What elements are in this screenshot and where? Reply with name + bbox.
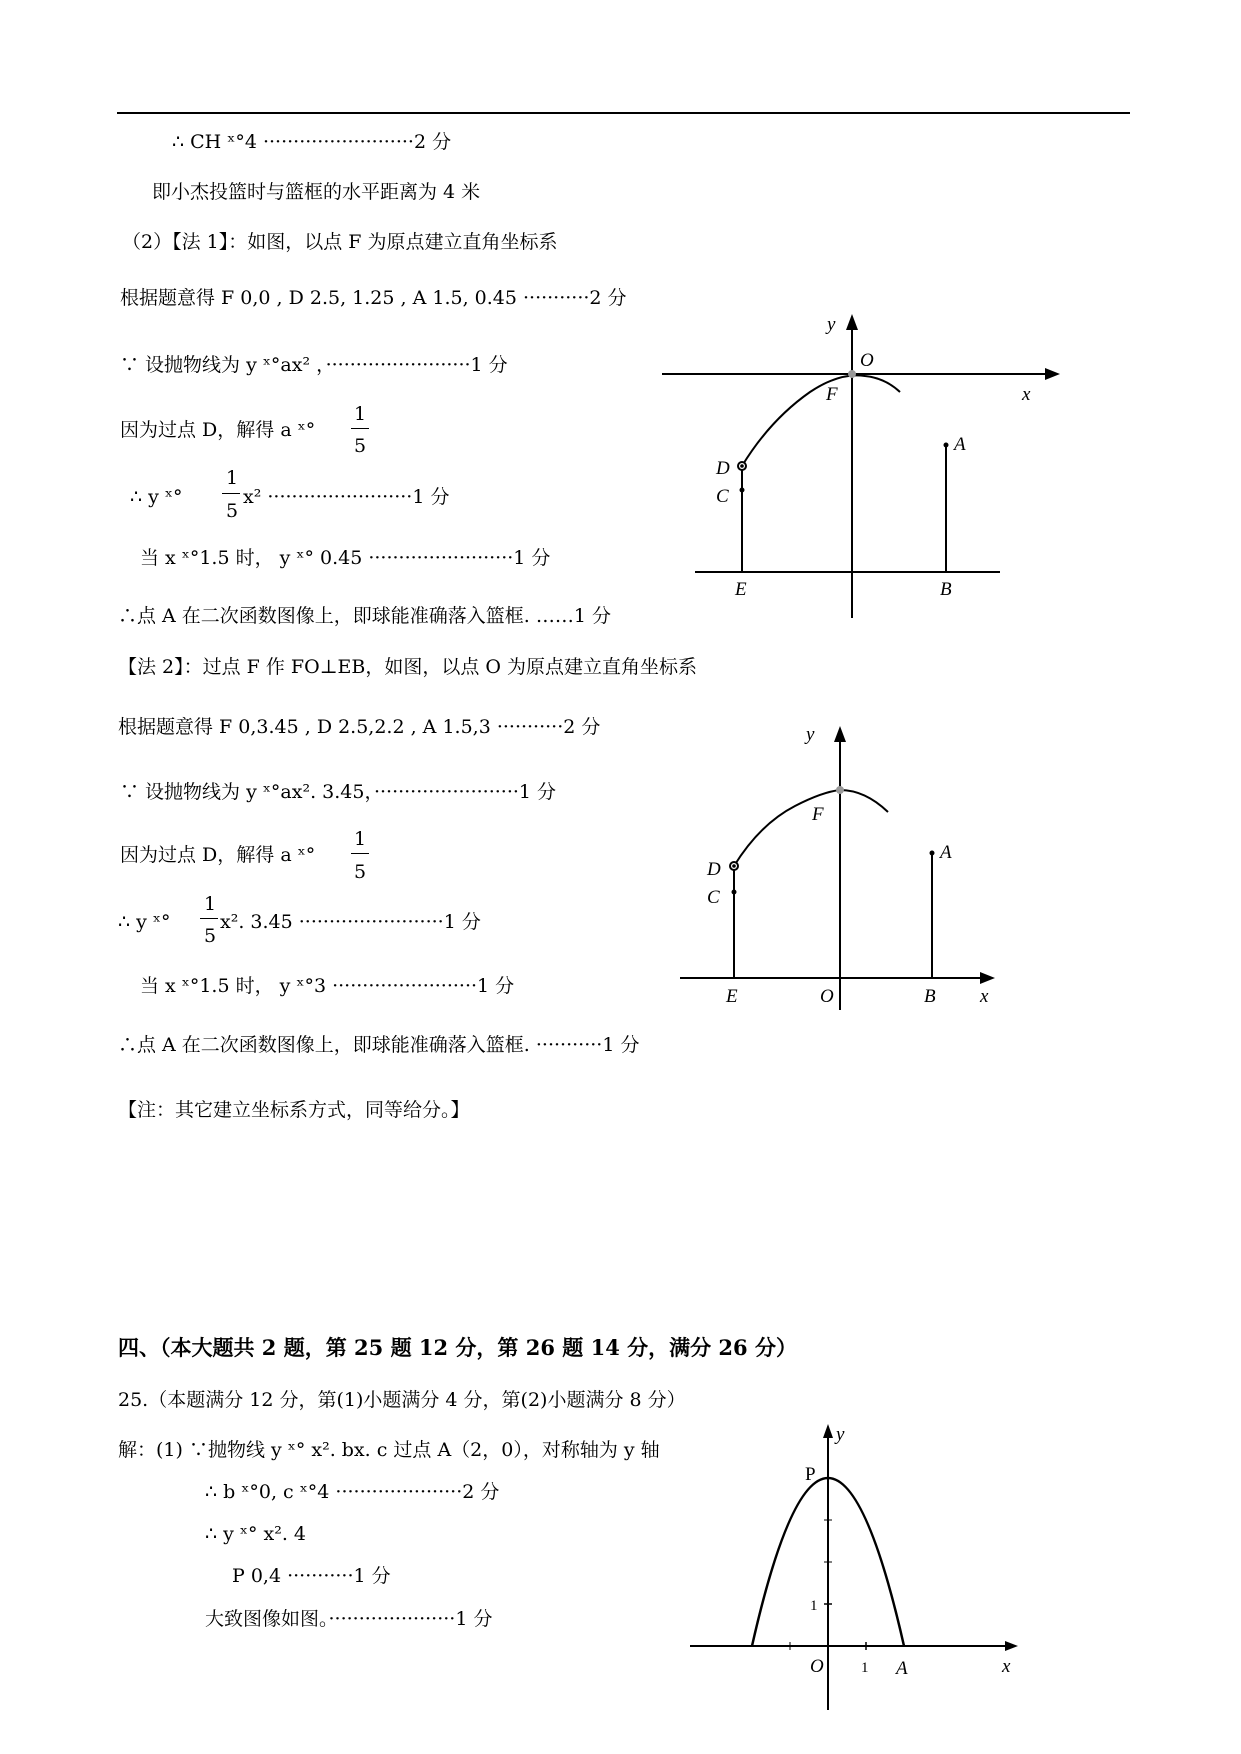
- fig3-label-a: A: [896, 1658, 908, 1679]
- line-25-vertex: P 0,4 ···········1 分: [232, 1565, 391, 1587]
- fig3-label-o: O: [810, 1656, 824, 1677]
- line-method1-conclusion: ∴点 A 在二次函数图像上，即球能准确落入篮框. ……1 分: [118, 605, 612, 627]
- fig2-label-y: y: [806, 724, 815, 745]
- line-method2-conclusion: ∴点 A 在二次函数图像上，即球能准确落入篮框. ···········1 分: [118, 1034, 640, 1056]
- line-method1-eq: ∴ y ˣ°: [130, 486, 183, 508]
- frac4-bar: [200, 918, 218, 919]
- figure-method1: [650, 310, 1070, 620]
- fig2-label-c: C: [707, 887, 720, 908]
- fig1-label-b: B: [940, 579, 952, 600]
- fig1-label-d: D: [716, 458, 730, 479]
- header-rule: [117, 112, 1130, 114]
- figure-problem25: [680, 1418, 1040, 1718]
- fig3-label-x: x: [1002, 1656, 1011, 1677]
- frac2-bar: [222, 493, 240, 494]
- line-method2-solve: 因为过点 D，解得 a ˣ°: [120, 844, 316, 866]
- fig1-point-c: [740, 488, 745, 493]
- fig3-x-arrow: [1005, 1641, 1018, 1651]
- line-method2-points: 根据题意得 F 0,3.45 , D 2.5,2.2 , A 1.5,3 ···········2 分: [118, 716, 601, 738]
- fig2-label-f: F: [812, 804, 824, 825]
- line-method1-points: 根据题意得 F 0,0 , D 2.5, 1.25 , A 1.5, 0.45 ···········2 分: [120, 287, 627, 309]
- figure-method2: [660, 720, 1020, 1020]
- line-method2-eq-rest: x². 3.45 ························1 分: [220, 911, 481, 933]
- frac3-bar: [351, 853, 369, 854]
- line-method1-eq-rest: x² ························1 分: [243, 486, 450, 508]
- line-method2-title: 【法 2】：过点 F 作 FO⊥EB，如图，以点 O 为原点建立直角坐标系: [118, 656, 698, 678]
- fig1-label-o: O: [860, 350, 874, 371]
- frac1-num: 1: [354, 403, 367, 425]
- frac1-den: 5: [354, 435, 367, 457]
- line-25-bc: ∴ b ˣ°0, c ˣ°4 ·····················2 分: [205, 1481, 500, 1503]
- fig2-parabola: [734, 790, 888, 866]
- line-method1-check: 当 x ˣ°1.5 时， y ˣ° 0.45 ························1 分: [140, 547, 551, 569]
- fig2-label-o: O: [820, 986, 834, 1007]
- fig3-label-y: y: [836, 1424, 845, 1445]
- problem-25-title: 25.（本题满分 12 分，第(1)小题满分 4 分，第(2)小题满分 8 分）: [118, 1389, 686, 1411]
- line-method1-solve: 因为过点 D，解得 a ˣ°: [120, 419, 316, 441]
- line-distance: 即小杰投篮时与篮框的水平距离为 4 米: [152, 181, 481, 203]
- fig2-x-arrow: [980, 972, 995, 984]
- frac4-num: 1: [204, 893, 217, 915]
- fig3-label-1y: 1: [810, 1598, 818, 1614]
- line-method2-eq: ∴ y ˣ°: [118, 911, 171, 933]
- fig3-y-arrow: [823, 1424, 833, 1438]
- frac2-den: 5: [226, 500, 239, 522]
- line-method1-assume: ∵ 设抛物线为 y ˣ°ax² ，························1 分: [120, 354, 508, 376]
- fig1-label-f: F: [826, 384, 838, 405]
- frac3-den: 5: [354, 861, 367, 883]
- fig3-label-1x: 1: [861, 1660, 869, 1676]
- fig1-label-e: E: [735, 579, 747, 600]
- fig2-label-x: x: [980, 986, 989, 1007]
- fig2-point-c: [732, 890, 737, 895]
- fig2-point-a: [930, 851, 935, 856]
- line-25-sketch: 大致图像如图。·····················1 分: [205, 1608, 493, 1630]
- line-25-given: 解：(1) ∵抛物线 y ˣ° x². bx. c 过点 A（2，0），对称轴为 y 轴: [118, 1439, 660, 1461]
- fig2-y-arrow: [834, 726, 846, 742]
- frac3-num: 1: [354, 828, 367, 850]
- frac1-bar: [351, 428, 369, 429]
- fig1-x-arrow: [1045, 368, 1060, 380]
- fig1-y-arrow: [846, 314, 858, 330]
- fig1-parabola: [742, 375, 900, 466]
- line-note: 【注：其它建立坐标系方式，同等给分。】: [118, 1099, 470, 1121]
- fig1-label-c: C: [716, 486, 729, 507]
- fig1-label-a: A: [954, 434, 966, 455]
- line-method2-assume: ∵ 设抛物线为 y ˣ°ax². 3.45，························1 分: [120, 781, 557, 803]
- fig3-label-p: P: [805, 1464, 816, 1485]
- fig2-label-b: B: [924, 986, 936, 1007]
- fig2-point-f: [836, 786, 844, 794]
- fig1-label-y: y: [827, 314, 836, 335]
- fig2-label-a: A: [940, 842, 952, 863]
- line-25-eq: ∴ y ˣ° x². 4: [205, 1523, 306, 1545]
- fig1-point-a: [944, 443, 949, 448]
- fig2-label-e: E: [726, 986, 738, 1007]
- fig2-label-d: D: [707, 859, 721, 880]
- fig1-point-f: [848, 370, 856, 378]
- frac2-num: 1: [226, 467, 239, 489]
- section-four-heading: 四、（本大题共 2 题，第 25 题 12 分，第 26 题 14 分，满分 26 分）: [118, 1335, 797, 1360]
- fig1-label-x: x: [1022, 384, 1031, 405]
- line-method1-title: （2）【法 1】：如图，以点 F 为原点建立直角坐标系: [122, 231, 558, 253]
- line-method2-check: 当 x ˣ°1.5 时， y ˣ°3 ························1 分: [140, 975, 515, 997]
- frac4-den: 5: [204, 925, 217, 947]
- line-ch: ∴ CH ˣ°4 ·························2 分: [172, 131, 452, 153]
